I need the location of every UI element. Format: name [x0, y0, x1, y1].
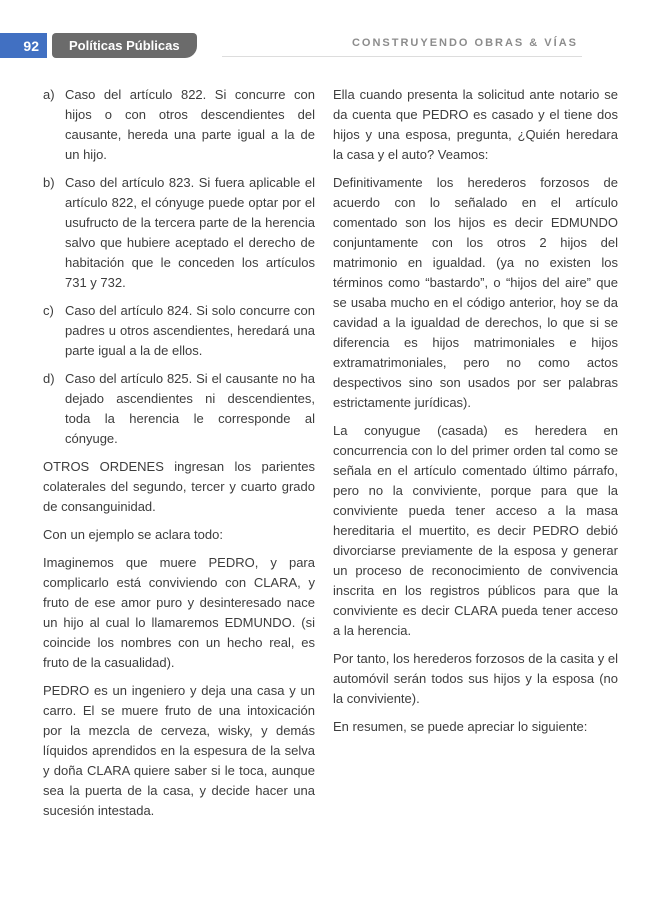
- header-divider: [222, 56, 582, 57]
- section-badge: Políticas Públicas: [52, 33, 197, 58]
- list-item-c: [43, 301, 315, 361]
- list-item-b: [43, 173, 315, 293]
- paragraph-por-tanto: Por tanto, los herederos forzosos de la casita y el automóvil serán todos sus hijos y la esposa (no la conviviente).: [333, 651, 618, 706]
- list-item-text: Caso del artículo 822. Si concurre con hijos o con otros descendientes del causante, hereda una parte igual a la de un hijo.: [65, 87, 315, 162]
- list-item-label: c): [43, 303, 54, 318]
- left-column: [43, 85, 315, 829]
- list-item-d: [43, 369, 315, 449]
- paragraph-imaginemos: Imaginemos que muere PEDRO, y para complicarlo está conviviendo con CLARA, y fruto de ese amor puro y desinteresado nace un hijo al cual lo llamaremos EDMUNDO. (si coincide los nombres con un hecho real, es fruto de la casualidad).: [43, 555, 315, 670]
- list-item-label: a): [43, 87, 55, 102]
- paragraph-ejemplo-intro: Con un ejemplo se aclara todo:: [43, 527, 223, 542]
- paragraph-herederos-forzosos: Definitivamente los herederos forzosos de acuerdo con lo señalado en el artículo comentado son los hijos es decir EDMUNDO conjuntamente con los otros 2 hijos del matrimonio en igualdad. (ya no existen los términos como “bastardo”, o “hijos del aire” que se usaba mucho en el código anterior, hoy se da cavidad a la igualdad de derechos, lo que si se diferencia es hijos matrimoniales e hijos extramatrimoniales, pero no como actos despectivos sino son usados por ser palabras estrictamente jurídicas).: [333, 175, 618, 410]
- page-number-badge: 92: [0, 33, 47, 58]
- paragraph-otros-ordenes: OTROS ORDENES ingresan los parientes colaterales del segundo, tercer y cuarto grado de consanguinidad.: [43, 459, 315, 514]
- list-item-label: d): [43, 371, 55, 386]
- list-item-text: Caso del artículo 825. Si el causante no ha dejado ascendientes ni descendientes, toda la herencia le corresponde al cónyuge.: [65, 371, 315, 446]
- paragraph-en-resumen: En resumen, se puede apreciar lo siguiente:: [333, 719, 588, 734]
- list-item-text: Caso del artículo 824. Si solo concurre con padres u otros ascendientes, heredará una parte igual a la de ellos.: [65, 303, 315, 358]
- right-column: [333, 85, 618, 745]
- paragraph-ella-solicitud: Ella cuando presenta la solicitud ante notario se da cuenta que PEDRO es casado y el tiene dos hijos y una esposa, pregunta, ¿Quién heredara la casa y el auto? Veamos:: [333, 87, 618, 162]
- paragraph-conyugue: La conyugue (casada) es heredera en concurrencia con lo del primer orden tal como se señala en el artículo comentado último párrafo, pero no la conviviente, porque para que la conviviente pueda tener acceso a la masa hereditaria el muertito, es decir PEDRO debió divorciarse previamente de la esposa y generar un proceso de reconocimiento de convivencia inscrita en los registros públicos para que la conviviente es decir CLARA pueda tener acceso a la herencia.: [333, 423, 618, 638]
- paragraph-pedro: PEDRO es un ingeniero y deja una casa y un carro. El se muere fruto de una intoxicación por la mezcla de cerveza, wisky, y demás líquidos aprendidos en la espesura de la selva y doña CLARA quiere saber si le toca, aunque sea la puerta de la casa, y decide hacer una sucesión intestada.: [43, 683, 315, 818]
- list-item-a: [43, 85, 315, 165]
- running-head: CONSTRUYENDO OBRAS & VÍAS: [351, 37, 578, 49]
- list-item-text: Caso del artículo 823. Si fuera aplicable el artículo 822, el cónyuge puede optar por el usufructo de la tercera parte de la herencia salvo que hubiere aceptado el derecho de habitación que le conceden los artículos 731 y 732.: [65, 175, 315, 290]
- list-item-label: b): [43, 175, 55, 190]
